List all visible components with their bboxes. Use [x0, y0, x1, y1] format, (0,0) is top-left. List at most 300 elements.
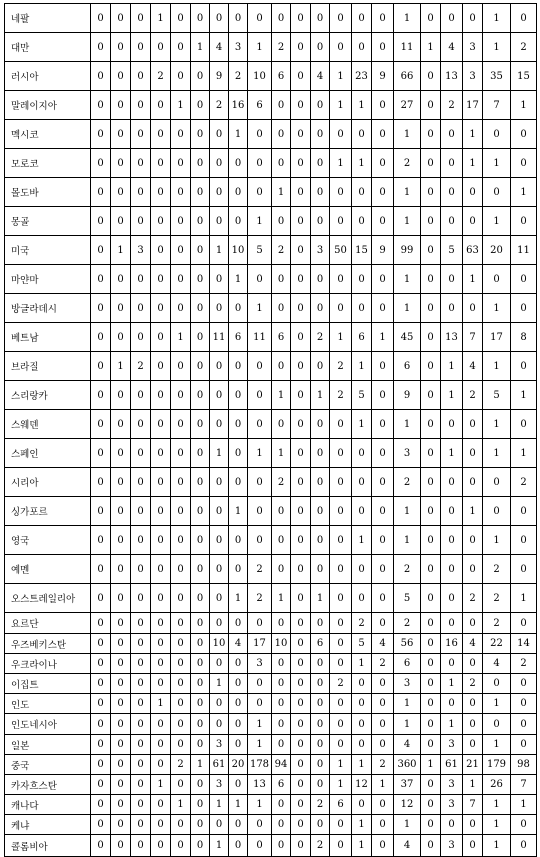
count-cell: 1 — [151, 4, 171, 33]
count-cell: 3 — [229, 33, 248, 62]
count-cell: 1 — [463, 775, 483, 795]
count-cell: 0 — [111, 613, 131, 634]
table-row — [5, 120, 537, 149]
count-cell: 0 — [111, 62, 131, 91]
count-cell: 2 — [511, 468, 537, 497]
count-cell: 0 — [272, 91, 291, 120]
count-cell: 0 — [210, 265, 229, 294]
count-cell: 0 — [311, 613, 330, 634]
count-cell: 0 — [91, 91, 111, 120]
count-cell: 0 — [372, 410, 394, 439]
count-cell: 0 — [421, 410, 441, 439]
count-cell: 0 — [171, 835, 191, 857]
count-cell: 1 — [511, 584, 537, 613]
count-cell: 0 — [151, 714, 171, 735]
count-cell: 0 — [91, 265, 111, 294]
table-row — [5, 323, 537, 352]
count-cell: 0 — [111, 294, 131, 323]
count-cell: 0 — [421, 497, 441, 526]
count-cell: 2 — [483, 613, 511, 634]
count-cell: 1 — [394, 294, 421, 323]
count-cell: 0 — [330, 265, 352, 294]
count-cell: 0 — [421, 694, 441, 714]
count-cell: 0 — [483, 714, 511, 735]
count-cell: 0 — [171, 439, 191, 468]
table-row — [5, 497, 537, 526]
count-cell: 0 — [463, 178, 483, 207]
count-cell: 0 — [272, 265, 291, 294]
count-cell: 0 — [291, 352, 311, 381]
count-cell: 0 — [191, 775, 210, 795]
count-cell: 0 — [311, 735, 330, 755]
count-cell: 0 — [191, 236, 210, 265]
count-cell: 0 — [421, 62, 441, 91]
count-cell: 8 — [511, 323, 537, 352]
count-cell: 0 — [291, 694, 311, 714]
count-cell: 5 — [394, 584, 421, 613]
count-cell: 1 — [311, 584, 330, 613]
count-cell: 0 — [91, 755, 111, 775]
count-cell: 0 — [210, 381, 229, 410]
count-cell: 0 — [111, 91, 131, 120]
count-cell: 45 — [394, 323, 421, 352]
count-cell: 0 — [291, 294, 311, 323]
count-cell: 0 — [248, 410, 272, 439]
count-cell: 1 — [483, 795, 511, 815]
count-cell: 1 — [463, 149, 483, 178]
count-cell: 0 — [311, 178, 330, 207]
count-cell: 0 — [171, 468, 191, 497]
count-cell: 0 — [229, 674, 248, 694]
count-cell: 3 — [248, 654, 272, 674]
count-cell: 0 — [151, 120, 171, 149]
country-name-cell: 미국 — [5, 236, 91, 265]
count-cell: 0 — [91, 352, 111, 381]
count-cell: 0 — [248, 835, 272, 857]
count-cell: 0 — [372, 497, 394, 526]
country-name-cell: 멕시코 — [5, 120, 91, 149]
count-cell: 1 — [483, 410, 511, 439]
count-cell: 2 — [210, 91, 229, 120]
count-cell: 0 — [421, 674, 441, 694]
count-cell: 0 — [372, 439, 394, 468]
count-cell: 1 — [352, 755, 372, 775]
count-cell: 0 — [463, 735, 483, 755]
count-cell: 7 — [463, 795, 483, 815]
count-cell: 0 — [372, 835, 394, 857]
count-cell: 1 — [191, 755, 210, 775]
count-cell: 0 — [272, 735, 291, 755]
count-cell: 3 — [441, 795, 463, 815]
count-cell: 0 — [210, 694, 229, 714]
count-cell: 4 — [483, 654, 511, 674]
count-cell: 0 — [171, 815, 191, 835]
count-cell: 0 — [291, 178, 311, 207]
count-cell: 0 — [311, 468, 330, 497]
count-cell: 0 — [483, 497, 511, 526]
count-cell: 2 — [463, 674, 483, 694]
count-cell: 0 — [151, 265, 171, 294]
count-cell: 0 — [248, 381, 272, 410]
count-cell: 0 — [291, 735, 311, 755]
count-cell: 0 — [421, 265, 441, 294]
country-name-cell: 베트남 — [5, 323, 91, 352]
count-cell: 0 — [171, 352, 191, 381]
count-cell: 1 — [394, 207, 421, 236]
count-cell: 360 — [394, 755, 421, 775]
count-cell: 0 — [111, 497, 131, 526]
count-cell: 0 — [151, 294, 171, 323]
count-cell: 0 — [352, 694, 372, 714]
count-cell: 0 — [463, 815, 483, 835]
count-cell: 0 — [463, 613, 483, 634]
count-cell: 0 — [248, 815, 272, 835]
count-cell: 0 — [191, 654, 210, 674]
count-cell: 0 — [352, 584, 372, 613]
count-cell: 2 — [394, 613, 421, 634]
count-cell: 0 — [191, 795, 210, 815]
count-cell: 3 — [210, 775, 229, 795]
count-cell: 0 — [91, 654, 111, 674]
count-cell: 0 — [291, 584, 311, 613]
count-cell: 0 — [463, 439, 483, 468]
table-row — [5, 352, 537, 381]
count-cell: 0 — [111, 634, 131, 654]
count-cell: 0 — [229, 714, 248, 735]
count-cell: 0 — [171, 584, 191, 613]
table-row — [5, 410, 537, 439]
count-cell: 1 — [372, 323, 394, 352]
count-cell: 0 — [111, 735, 131, 755]
count-cell: 0 — [210, 497, 229, 526]
count-cell: 0 — [421, 634, 441, 654]
count-cell: 10 — [272, 634, 291, 654]
count-cell: 0 — [352, 555, 372, 584]
count-cell: 0 — [272, 674, 291, 694]
count-cell: 0 — [131, 120, 151, 149]
count-cell: 0 — [421, 815, 441, 835]
count-cell: 0 — [131, 323, 151, 352]
count-cell: 179 — [483, 755, 511, 775]
count-cell: 2 — [272, 468, 291, 497]
count-cell: 2 — [311, 795, 330, 815]
count-cell: 0 — [91, 4, 111, 33]
count-cell: 6 — [272, 775, 291, 795]
table-row — [5, 149, 537, 178]
country-name-cell: 브라질 — [5, 352, 91, 381]
count-cell: 0 — [91, 410, 111, 439]
count-cell: 0 — [511, 294, 537, 323]
count-cell: 37 — [394, 775, 421, 795]
count-cell: 1 — [511, 795, 537, 815]
count-cell: 50 — [330, 236, 352, 265]
count-cell: 0 — [372, 714, 394, 735]
count-cell: 0 — [171, 33, 191, 62]
count-cell: 2 — [394, 555, 421, 584]
count-cell: 0 — [131, 526, 151, 555]
count-cell: 0 — [330, 4, 352, 33]
count-cell: 0 — [111, 265, 131, 294]
count-cell: 1 — [394, 120, 421, 149]
table-row — [5, 613, 537, 634]
country-name-cell: 네팔 — [5, 4, 91, 33]
count-cell: 0 — [229, 775, 248, 795]
count-cell: 0 — [171, 654, 191, 674]
count-cell: 0 — [291, 236, 311, 265]
count-cell: 0 — [151, 526, 171, 555]
count-cell: 1 — [330, 62, 352, 91]
count-cell: 94 — [272, 755, 291, 775]
count-cell: 1 — [151, 694, 171, 714]
count-cell: 0 — [248, 265, 272, 294]
count-cell: 15 — [511, 62, 537, 91]
count-cell: 0 — [330, 294, 352, 323]
count-cell: 0 — [131, 634, 151, 654]
country-name-cell: 캐나다 — [5, 795, 91, 815]
count-cell: 1 — [352, 149, 372, 178]
count-cell: 0 — [191, 439, 210, 468]
count-cell: 1 — [483, 294, 511, 323]
count-cell: 0 — [229, 149, 248, 178]
count-cell: 0 — [111, 149, 131, 178]
count-cell: 1 — [463, 265, 483, 294]
count-cell: 0 — [111, 323, 131, 352]
table-row — [5, 674, 537, 694]
count-cell: 0 — [171, 526, 191, 555]
count-cell: 0 — [372, 149, 394, 178]
count-cell: 1 — [352, 410, 372, 439]
count-cell: 1 — [511, 178, 537, 207]
count-cell: 98 — [511, 755, 537, 775]
count-cell: 10 — [248, 62, 272, 91]
count-cell: 0 — [272, 555, 291, 584]
table-row — [5, 555, 537, 584]
count-cell: 4 — [394, 835, 421, 857]
count-cell: 0 — [131, 381, 151, 410]
count-cell: 1 — [330, 149, 352, 178]
count-cell: 0 — [441, 584, 463, 613]
count-cell: 0 — [151, 835, 171, 857]
count-cell: 0 — [229, 294, 248, 323]
country-name-cell: 카자흐스탄 — [5, 775, 91, 795]
count-cell: 0 — [441, 555, 463, 584]
table-row — [5, 634, 537, 654]
count-cell: 1 — [483, 735, 511, 755]
count-cell: 0 — [229, 410, 248, 439]
count-cell: 0 — [311, 714, 330, 735]
count-cell: 2 — [463, 584, 483, 613]
count-cell: 26 — [483, 775, 511, 795]
count-cell: 0 — [352, 120, 372, 149]
count-cell: 0 — [330, 694, 352, 714]
count-cell: 0 — [248, 674, 272, 694]
count-cell: 0 — [131, 468, 151, 497]
country-name-cell: 마얀마 — [5, 265, 91, 294]
table-row — [5, 654, 537, 674]
count-cell: 0 — [291, 62, 311, 91]
count-cell: 0 — [171, 613, 191, 634]
count-cell: 0 — [463, 410, 483, 439]
count-cell: 1 — [394, 4, 421, 33]
count-cell: 1 — [248, 714, 272, 735]
count-cell: 0 — [131, 775, 151, 795]
count-cell: 0 — [372, 584, 394, 613]
count-cell: 0 — [511, 265, 537, 294]
count-cell: 0 — [372, 33, 394, 62]
count-cell: 0 — [151, 33, 171, 62]
count-cell: 0 — [291, 149, 311, 178]
count-cell: 0 — [352, 439, 372, 468]
count-cell: 0 — [421, 352, 441, 381]
count-cell: 2 — [272, 236, 291, 265]
count-cell: 0 — [171, 694, 191, 714]
count-cell: 1 — [191, 33, 210, 62]
count-cell: 0 — [311, 294, 330, 323]
count-cell: 6 — [352, 323, 372, 352]
count-cell: 1 — [394, 526, 421, 555]
table-row — [5, 33, 537, 62]
count-cell: 0 — [91, 178, 111, 207]
count-cell: 0 — [248, 468, 272, 497]
count-cell: 0 — [372, 381, 394, 410]
count-cell: 178 — [248, 755, 272, 775]
count-cell: 0 — [151, 497, 171, 526]
count-cell: 0 — [372, 694, 394, 714]
count-cell: 1 — [483, 207, 511, 236]
count-cell: 0 — [441, 265, 463, 294]
count-cell: 0 — [171, 120, 191, 149]
count-cell: 2 — [131, 352, 151, 381]
count-cell: 0 — [272, 149, 291, 178]
count-cell: 0 — [91, 775, 111, 795]
table-row — [5, 381, 537, 410]
count-cell: 0 — [352, 265, 372, 294]
count-cell: 0 — [151, 654, 171, 674]
count-cell: 0 — [151, 795, 171, 815]
country-name-cell: 케냐 — [5, 815, 91, 835]
count-cell: 0 — [291, 526, 311, 555]
count-cell: 0 — [111, 775, 131, 795]
count-cell: 0 — [421, 4, 441, 33]
country-name-cell: 러시아 — [5, 62, 91, 91]
count-cell: 17 — [248, 634, 272, 654]
count-cell: 0 — [191, 91, 210, 120]
count-cell: 0 — [291, 795, 311, 815]
count-cell: 0 — [463, 835, 483, 857]
count-cell: 1 — [511, 439, 537, 468]
count-cell: 0 — [111, 795, 131, 815]
count-cell: 1 — [511, 381, 537, 410]
count-cell: 0 — [272, 613, 291, 634]
count-cell: 0 — [311, 265, 330, 294]
count-cell: 0 — [131, 815, 151, 835]
count-cell: 0 — [272, 714, 291, 735]
table-row — [5, 735, 537, 755]
count-cell: 0 — [171, 4, 191, 33]
count-cell: 2 — [483, 584, 511, 613]
count-cell: 0 — [210, 4, 229, 33]
count-cell: 1 — [171, 795, 191, 815]
count-cell: 0 — [191, 294, 210, 323]
count-cell: 0 — [352, 207, 372, 236]
count-cell: 0 — [229, 694, 248, 714]
count-cell: 0 — [210, 468, 229, 497]
count-cell: 0 — [171, 62, 191, 91]
count-cell: 0 — [421, 207, 441, 236]
count-cell: 0 — [330, 497, 352, 526]
count-cell: 0 — [151, 674, 171, 694]
count-cell: 1 — [171, 91, 191, 120]
count-cell: 3 — [463, 33, 483, 62]
count-cell: 0 — [91, 735, 111, 755]
count-cell: 0 — [330, 613, 352, 634]
count-cell: 13 — [441, 62, 463, 91]
count-cell: 0 — [352, 497, 372, 526]
count-cell: 13 — [248, 775, 272, 795]
count-cell: 0 — [229, 352, 248, 381]
count-cell: 0 — [91, 62, 111, 91]
count-cell: 0 — [372, 555, 394, 584]
count-cell: 0 — [272, 835, 291, 857]
count-cell: 0 — [111, 674, 131, 694]
count-cell: 0 — [111, 835, 131, 857]
count-cell: 1 — [330, 755, 352, 775]
count-cell: 0 — [483, 674, 511, 694]
count-cell: 0 — [191, 323, 210, 352]
count-cell: 0 — [248, 120, 272, 149]
count-cell: 0 — [311, 33, 330, 62]
count-cell: 0 — [248, 178, 272, 207]
count-cell: 0 — [151, 735, 171, 755]
count-cell: 0 — [311, 91, 330, 120]
statistics-table-container — [4, 3, 537, 857]
count-cell: 0 — [511, 714, 537, 735]
count-cell: 0 — [511, 207, 537, 236]
count-cell: 0 — [311, 654, 330, 674]
count-cell: 0 — [511, 613, 537, 634]
count-cell: 0 — [131, 674, 151, 694]
count-cell: 1 — [483, 149, 511, 178]
country-name-cell: 방글라데시 — [5, 294, 91, 323]
count-cell: 0 — [511, 410, 537, 439]
count-cell: 0 — [111, 714, 131, 735]
count-cell: 0 — [441, 294, 463, 323]
count-cell: 2 — [330, 381, 352, 410]
count-cell: 12 — [352, 775, 372, 795]
count-cell: 0 — [372, 795, 394, 815]
count-cell: 0 — [372, 526, 394, 555]
count-cell: 0 — [151, 468, 171, 497]
count-cell: 0 — [463, 555, 483, 584]
count-cell: 1 — [441, 674, 463, 694]
count-cell: 1 — [483, 33, 511, 62]
count-cell: 1 — [229, 584, 248, 613]
count-cell: 9 — [372, 236, 394, 265]
count-cell: 2 — [372, 654, 394, 674]
count-cell: 15 — [352, 236, 372, 265]
count-cell: 0 — [229, 439, 248, 468]
count-cell: 1 — [248, 735, 272, 755]
count-cell: 0 — [248, 694, 272, 714]
count-cell: 0 — [151, 149, 171, 178]
count-cell: 0 — [210, 555, 229, 584]
count-cell: 1 — [272, 178, 291, 207]
count-cell: 1 — [483, 4, 511, 33]
count-cell: 9 — [394, 381, 421, 410]
country-name-cell: 싱가포르 — [5, 497, 91, 526]
count-cell: 2 — [511, 654, 537, 674]
count-cell: 0 — [463, 526, 483, 555]
